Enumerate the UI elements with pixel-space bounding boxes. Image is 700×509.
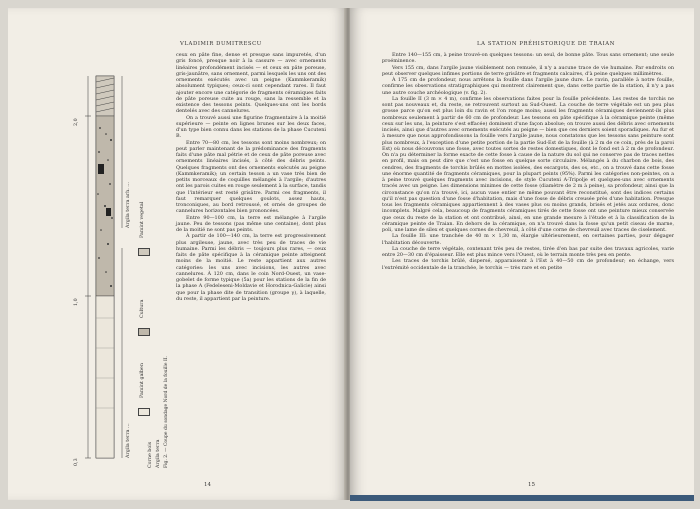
right-paragraph: La couche de terre végétale, contenant très peu de restes, tirée d'en bas par suite des travaux agricoles, varie entre 20—30 cm d'épaisseur. Elle est plus mince vers l'Ouest, où le terrain monte très peu en pente. xyxy=(382,245,674,258)
right-paragraph: À 175 cm de profondeur, nous arrêtons la fouille dans l'argile jaune dure. Le ravin, parallèle à notre fouille, confirme les observations stratigraphiques qui montrent clairement que, dans cette partie de la station, il n'y a pas une autre couche archéologique (v. fig. 2). xyxy=(382,77,674,96)
left-text-column xyxy=(176,52,326,302)
right-text-column xyxy=(382,52,674,271)
right-paragraph: La fouille III: une tranchée de 40 m × 1,30 m, élargie ultérieurement, en certaines parties, pour dégager l'habitation découverte. xyxy=(382,233,674,246)
left-page-header: VLADIMIR DUMITRESCU xyxy=(180,41,262,47)
legend-label-2: Cultura xyxy=(140,299,145,318)
side-label-2: Argila terra ... xyxy=(126,423,131,458)
right-page-header: LA STATION PRÉHISTORIQUE DE TRAIAN xyxy=(477,41,615,47)
section-figure xyxy=(68,68,168,468)
left-paragraph: Entre 70—80 cm, les tessons sont moins nombreux; on peut parler maintenant de la prédominance des fragments faits d'une pâte mal pétrie et de ceux de pâte poreuse avec ornements linéaires incisés, à côté des débris peints. Quelques fragments ont des ornements exécutés au peigne (Kammkeramik); un certain tesson a un vase très bien de petits morceaux de coquilles mélangés à l'argile; d'autres ont les parois cuites en rouge seulement à la surface, tandis que l'intérieur est resté grisâtre. Parmi ces fragments, il faut remarquer quelques goulots, assez hauts, tronconiques, au bord retroussé, et ornés de groupes de cannelures horizontales bien prononcées. xyxy=(176,139,326,215)
legend-label-5: Argila terra xyxy=(156,439,161,468)
legend-swatch-3 xyxy=(138,408,150,416)
left-paragraph: On a trouvé aussi une figurine fragmentaire à la moitié supérieure — peinte en lignes brunes sur les deux faces, d'un type bien connu dans les stations de la phase Cucuteni B. xyxy=(176,114,326,140)
section-drawing xyxy=(68,68,168,468)
legend-label-1: Pamint vegetal xyxy=(140,201,145,238)
left-paragraph: Entre 90—100 cm, la terre est mélangée à l'argile jaune. Peu de tessons (pas même une centaine), dont plus de la moitié ne sont pas peints. xyxy=(176,214,326,233)
side-label-1: Argila terra arh. ... xyxy=(126,182,131,228)
legend-label-4: Corne bois xyxy=(148,441,153,468)
book-cover-edge xyxy=(350,495,694,501)
left-page xyxy=(8,8,346,500)
right-paragraph: La fouille II (3 m × 4 m), confirme les observations faites pour la fouille précédente. Les restes de torchis ne sont pas nouveaux et, du reste, se retrouvent surtout au Sud-Ouest. La couche de terre végétale est un peu plus grosse parce qu'on est plus loin du ravin et l'on ronge moins; aussi les fragments céramiques deviennent-ils plus nombreux seulement à partir de 60 cm de profondeur. Les tessons en pâte spécifique à la céramique peinte (même ceux sur les uns, la peinture s'est effacée) dominent d'une façon absolue; on trouve aussi des débris avec ornements incisés, ainsi que d'autres avec ornements exécutés au peigne — bien que ces derniers soient sporadiques. Au fur et à mesure que nous approfondissons la fouille vers l'argile jaune, nous constatons que les tessons sans peinture sont plus nombreux, à l'exception d'une petite portion de la partie Sud-Est de la fouille (à 2 m de ce coin, près de la paroi Est) où nous découvrons une fosse, avec toutes sortes de restes domestiques, dont le fond est à 2 m de profondeur. On n'a pu déterminer la forme exacte de cette fosse à cause de la nature du sol qui ne conserve pas de traces nettes en profil, mais on peut dire que c'est une fosse en quelque sorte circulaire. Mélangés à du charbon de bois, des cendres, des fragments de torchis brûlés en mottes isolées, des escargots, des os, etc., on a trouvé dans cette fosse une énorme quantité de fragments céramiques, pour la plupart peints (95%). Parmi les catégories non-peintes, on a à peine trouvé quelques fragments avec incisions, de style Cucuteni A-Tripolje et quelques-uns avec ornements tracés avec un peigne. Les dimensions minimes de cette fosse (diamètre de 2 m à peine), sa profondeur, ainsi que la circonstance qu'on n'a trouvé, ici, aucun vase entier ne même pouvant être reconstitué, sont des indices certains qu'il n'est pas question d'une fosse d'habitation, mais d'une fosse de débris creusée près d'une habitation. Presque tous les fragments céramiques appartiennent à des vases plus ou moins grands, brisés et jetés aux ordures, donc incomplets. Malgré cela, beaucoup de fragments céramiques tirés de cette fosse ont une peinture mieux conservée que ceux du reste de la station et ont contribué, ainsi, en une grande mesure à l'étude et à la classification de la céramique peinte de Traian. En dehors de la céramique, on n'a trouvé dans la fosse qu'un petit ciseau de marne, poli, une lame de silex et quelques cornes de chevreuil, à côté d'une corne de chevreuil avec traces de ciselement. xyxy=(382,95,674,233)
legend-swatch-2 xyxy=(138,328,150,336)
legend-label-3: Pamint galben xyxy=(140,363,145,398)
left-paragraph: À partir de 100—140 cm, la terre est progressivement plus argileuse, jaune, avec très peu de traces de vie humaine. Parmi les débris — toujours plus rares, — ceux faits de pâte spécifique à la céramique peinte atteignent moins de la moitié. Le reste appartient aux autres catégories: les uns avec incisions, les autres avec cannelures. À 120 cm, dans le coin Nord-Ouest, un vase-gobelet de forme typique (5a) pour les stations de la fin de la phase A (Fedeleseni-Moldavie et Horodnica-Galicie) ainsi que pour la phase dite de transition (groupe γ), à laquelle, du reste, il appartient par la peinture. xyxy=(176,233,326,302)
figure-caption: Fig. 2. — Coupe du sondage Nord de la fouille II. xyxy=(164,356,169,468)
left-page-number: 14 xyxy=(204,482,211,488)
legend-swatch-1 xyxy=(138,248,150,256)
right-page-number: 15 xyxy=(528,482,535,488)
right-paragraph: Vers 155 cm, dans l'argile jaune visiblement non remuée, il n'y a aucune trace de vie humaine. Par endroits on peut observer quelques infimes portions de terre grisâtre et fragments calcaires, d'à peine quelques millimètres. xyxy=(382,64,674,77)
left-paragraph: ceux en pâte fine, dense et presque sans impuretés, d'un gris foncé, presque noir à la cassure — avec ornements linéaires profondément incisés — et ceux en pâte poreuse, gris-jaunâtre, sans ornement, parmi lesquels les uns ont des ornements exécutés avec un peigne (Kammkeramik) absolument typiques; ceux-ci sont cependant rares. Il faut ajouter encore une catégorie de fragments céramiques faits de pâte poreuse cuite au rouge, sans la ressemble et la existence des tessons peints. Quelques-uns ont les bords dentelés avec des cannelures. xyxy=(176,52,326,115)
depth-tick-3: 2,0 xyxy=(74,118,79,126)
right-paragraph: Les traces de torchis brûlé, dispersé, apparaissent à l'Est à 40—50 cm de profondeur; en échange, vers l'extrémité occidentale de la tranchée, le torchis — très rare et en petite xyxy=(382,258,674,271)
right-paragraph: Entre 140—155 cm, à peine trouvé-on quelques tessons: un seul, de bonne pâte. Tous sans ornement; une seule proéminence. xyxy=(382,52,674,65)
right-page xyxy=(350,8,694,500)
depth-tick-2: 1,0 xyxy=(74,298,79,306)
depth-tick-1: 0,3 xyxy=(74,458,79,466)
